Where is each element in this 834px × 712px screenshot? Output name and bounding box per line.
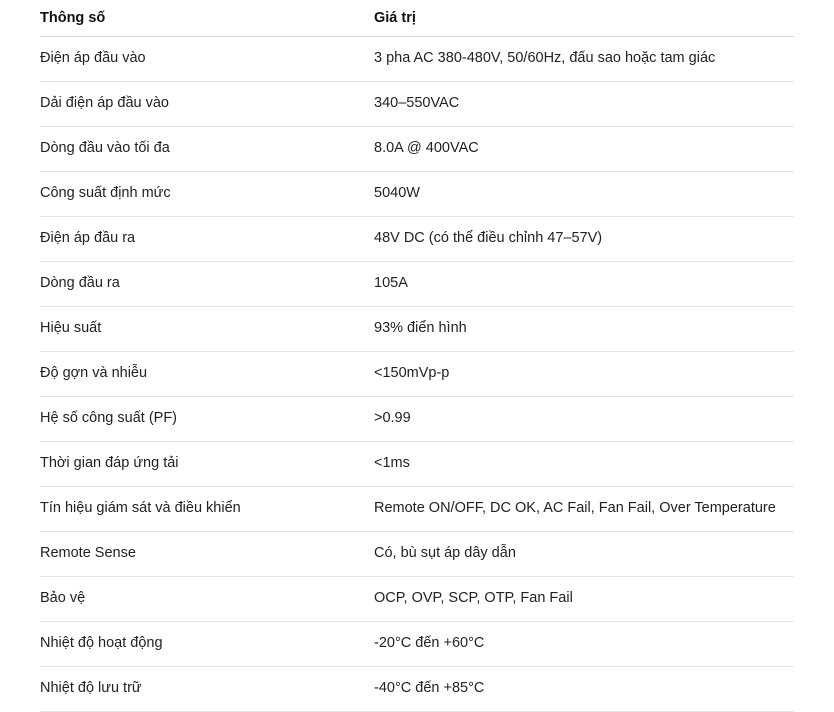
cell-parameter: Thời gian đáp ứng tải [40,441,374,486]
cell-parameter: Nhiệt độ hoạt động [40,621,374,666]
cell-parameter: Hệ số công suất (PF) [40,396,374,441]
table-row [40,531,794,576]
column-header-value: Giá trị [374,0,794,36]
table-row [40,351,794,396]
cell-value: Remote ON/OFF, DC OK, AC Fail, Fan Fail, Over Temperature [374,486,794,531]
table-header-row [40,0,794,36]
cell-value: -20°C đến +60°C [374,621,794,666]
cell-value: 8.0A @ 400VAC [374,126,794,171]
cell-parameter: Nhiệt độ lưu trữ [40,666,374,711]
table-row [40,216,794,261]
cell-parameter: Hiệu suất [40,306,374,351]
cell-value: 5040W [374,171,794,216]
table-row [40,486,794,531]
table-row [40,261,794,306]
cell-value: 48V DC (có thể điều chỉnh 47–57V) [374,216,794,261]
cell-value: <150mVp-p [374,351,794,396]
cell-value: 340–550VAC [374,81,794,126]
cell-parameter: Dòng đầu ra [40,261,374,306]
cell-parameter: Dòng đầu vào tối đa [40,126,374,171]
table-row [40,36,794,81]
cell-parameter: Điện áp đầu vào [40,36,374,81]
table-row [40,126,794,171]
cell-parameter: Độ gợn và nhiễu [40,351,374,396]
table-row [40,666,794,711]
cell-parameter: Remote Sense [40,531,374,576]
cell-value: 105A [374,261,794,306]
cell-value: -40°C đến +85°C [374,666,794,711]
table-row [40,576,794,621]
table-row [40,441,794,486]
cell-parameter: Công suất định mức [40,171,374,216]
table-row [40,171,794,216]
table-row [40,621,794,666]
cell-parameter: Dải điện áp đầu vào [40,81,374,126]
cell-parameter: Điện áp đầu ra [40,216,374,261]
cell-parameter: Bảo vệ [40,576,374,621]
cell-value: 3 pha AC 380-480V, 50/60Hz, đấu sao hoặc tam giác [374,36,794,81]
cell-value: <1ms [374,441,794,486]
column-header-parameter: Thông số [40,0,374,36]
cell-parameter: Tín hiệu giám sát và điều khiển [40,486,374,531]
table-row [40,306,794,351]
table-body [40,36,794,711]
cell-value: Có, bù sụt áp dây dẫn [374,531,794,576]
specifications-table [40,0,794,712]
table-header [40,0,794,36]
cell-value: 93% điển hình [374,306,794,351]
table-row [40,81,794,126]
cell-value: OCP, OVP, SCP, OTP, Fan Fail [374,576,794,621]
cell-value: >0.99 [374,396,794,441]
table-row [40,396,794,441]
